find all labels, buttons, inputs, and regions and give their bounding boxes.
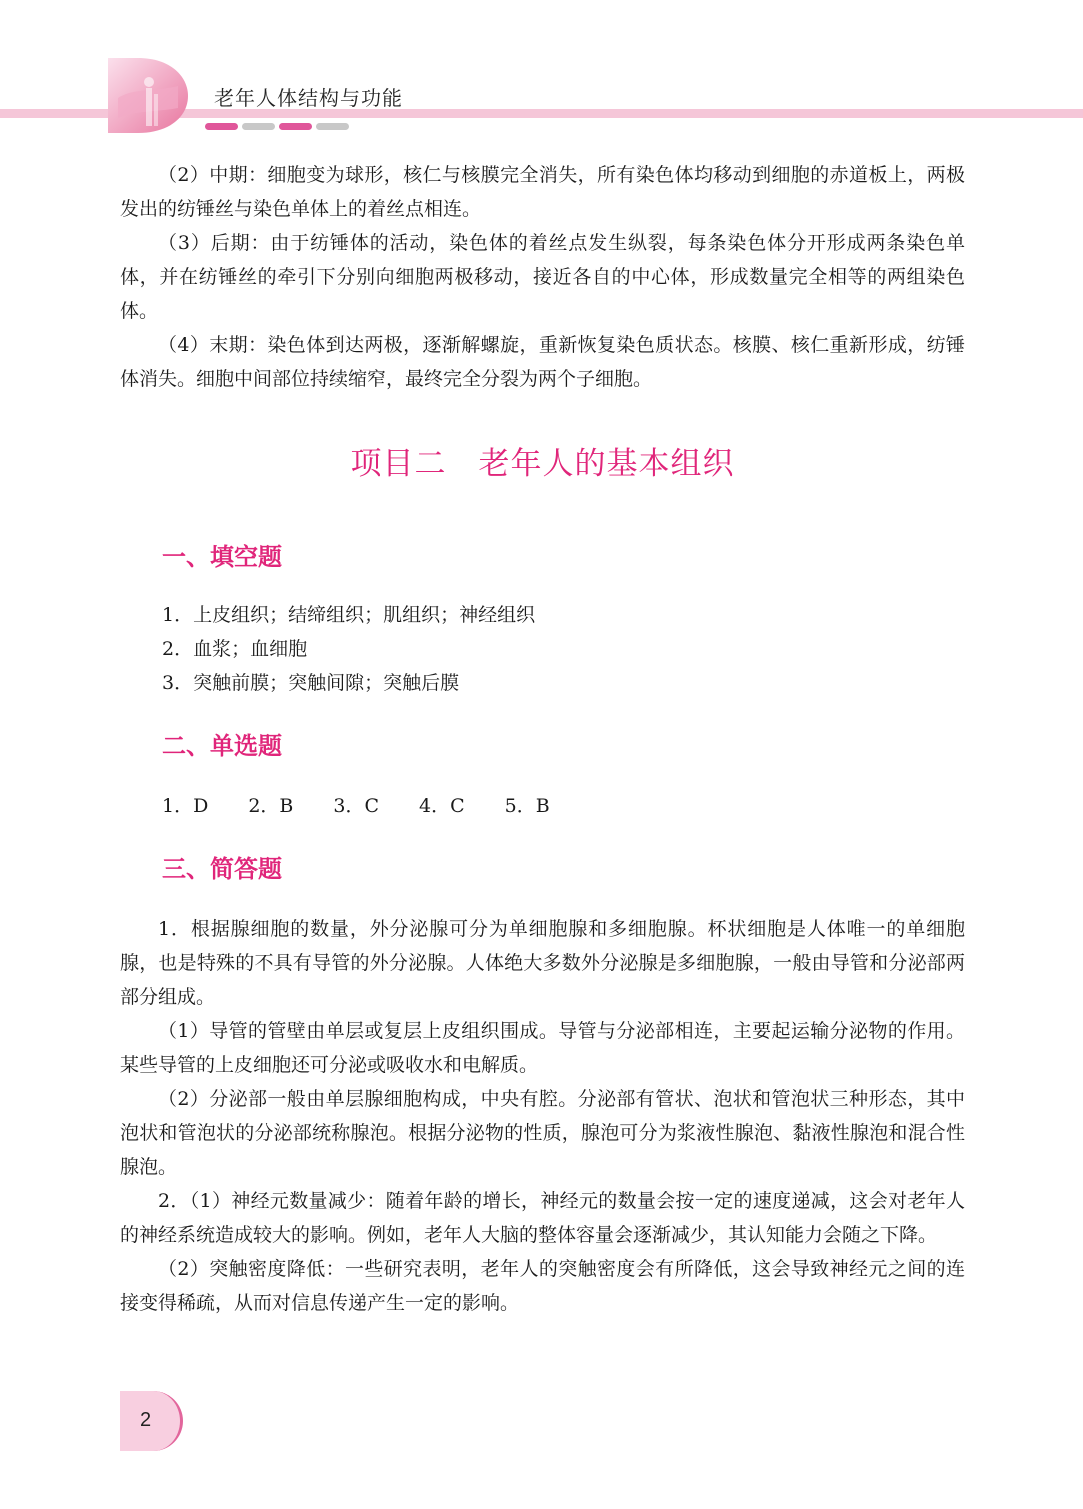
short-answer-body xyxy=(120,912,965,1320)
page-number: 2 xyxy=(140,1409,152,1431)
paragraph: （3）后期：由于纺锤体的活动，染色体的着丝点发生纵裂，每条染色体分开形成两条染色单体，并在纺锤丝的牵引下分别向细胞两极移动，接近各自的中心体，形成数量完全相等的两组染色体。 xyxy=(120,232,965,322)
answer-item: 3．C xyxy=(333,795,380,817)
book-title: 老年人体结构与功能 xyxy=(214,86,403,110)
page-content xyxy=(120,158,965,1320)
header-dash xyxy=(205,123,238,130)
answer-item: 1．D xyxy=(162,795,209,817)
header-dash xyxy=(316,123,349,130)
section-title-fill-blank: 一、填空题 xyxy=(162,542,282,571)
answer-item: 5．B xyxy=(504,795,550,817)
paragraph: （4）末期：染色体到达两极，逐渐解螺旋，重新恢复染色质状态。核膜、核仁重新形成，纺锤体消失。细胞中间部位持续缩窄，最终完全分裂为两个子细胞。 xyxy=(120,334,965,390)
header-dash xyxy=(242,123,275,130)
paragraph: 2．（1）神经元数量减少：随着年龄的增长，神经元的数量会按一定的速度递减，这会对老年人的神经系统造成较大的影响。例如，老年人大脑的整体容量会逐渐减少，其认知能力会随之下降。 xyxy=(120,1190,965,1246)
header-dash xyxy=(279,123,312,130)
header-dashes xyxy=(205,123,349,130)
section-title-single-choice: 二、单选题 xyxy=(162,731,282,760)
paragraph: （2）分泌部一般由单层腺细胞构成，中央有腔。分泌部有管状、泡状和管泡状三种形态，其中泡状和管泡状的分泌部统称腺泡。根据分泌物的性质，腺泡可分为浆液性腺泡、黏液性腺泡和混合性腺泡。 xyxy=(120,1088,965,1178)
paragraph: （2）突触密度降低：一些研究表明，老年人的突触密度会有所降低，这会导致神经元之间的连接变得稀疏，从而对信息传递产生一定的影响。 xyxy=(120,1258,965,1314)
paragraph: （2）中期：细胞变为球形，核仁与核膜完全消失，所有染色体均移动到细胞的赤道板上，两极发出的纺锤丝与染色单体上的着丝点相连。 xyxy=(120,164,965,220)
page-header xyxy=(0,0,1083,150)
page-number-tab xyxy=(120,1391,182,1453)
single-choice-answers xyxy=(120,789,965,823)
list-item: 3．突触前膜；突触间隙；突触后膜 xyxy=(162,672,460,694)
paragraph: （1）导管的管壁由单层或复层上皮组织围成。导管与分泌部相连，主要起运输分泌物的作用。某些导管的上皮细胞还可分泌或吸收水和电解质。 xyxy=(120,1020,965,1076)
list-item: 2．血浆；血细胞 xyxy=(162,638,308,660)
answer-item: 2．B xyxy=(248,795,294,817)
paragraph: 1．根据腺细胞的数量，外分泌腺可分为单细胞腺和多细胞腺。杯状细胞是人体唯一的单细胞腺，也是特殊的不具有导管的外分泌腺。人体绝大多数外分泌腺是多细胞腺，一般由导管和分泌部两部分组成。 xyxy=(120,918,965,1008)
fill-blank-list xyxy=(120,598,965,700)
page-number-badge xyxy=(120,1391,183,1451)
list-item: 1．上皮组织；结缔组织；肌组织；神经组织 xyxy=(162,604,536,626)
chapter-logo-icon xyxy=(108,58,188,133)
answer-item: 4．C xyxy=(419,795,465,817)
project-title: 项目二 老年人的基本组织 xyxy=(350,446,735,482)
section-title-short-answer: 三、简答题 xyxy=(162,854,282,883)
